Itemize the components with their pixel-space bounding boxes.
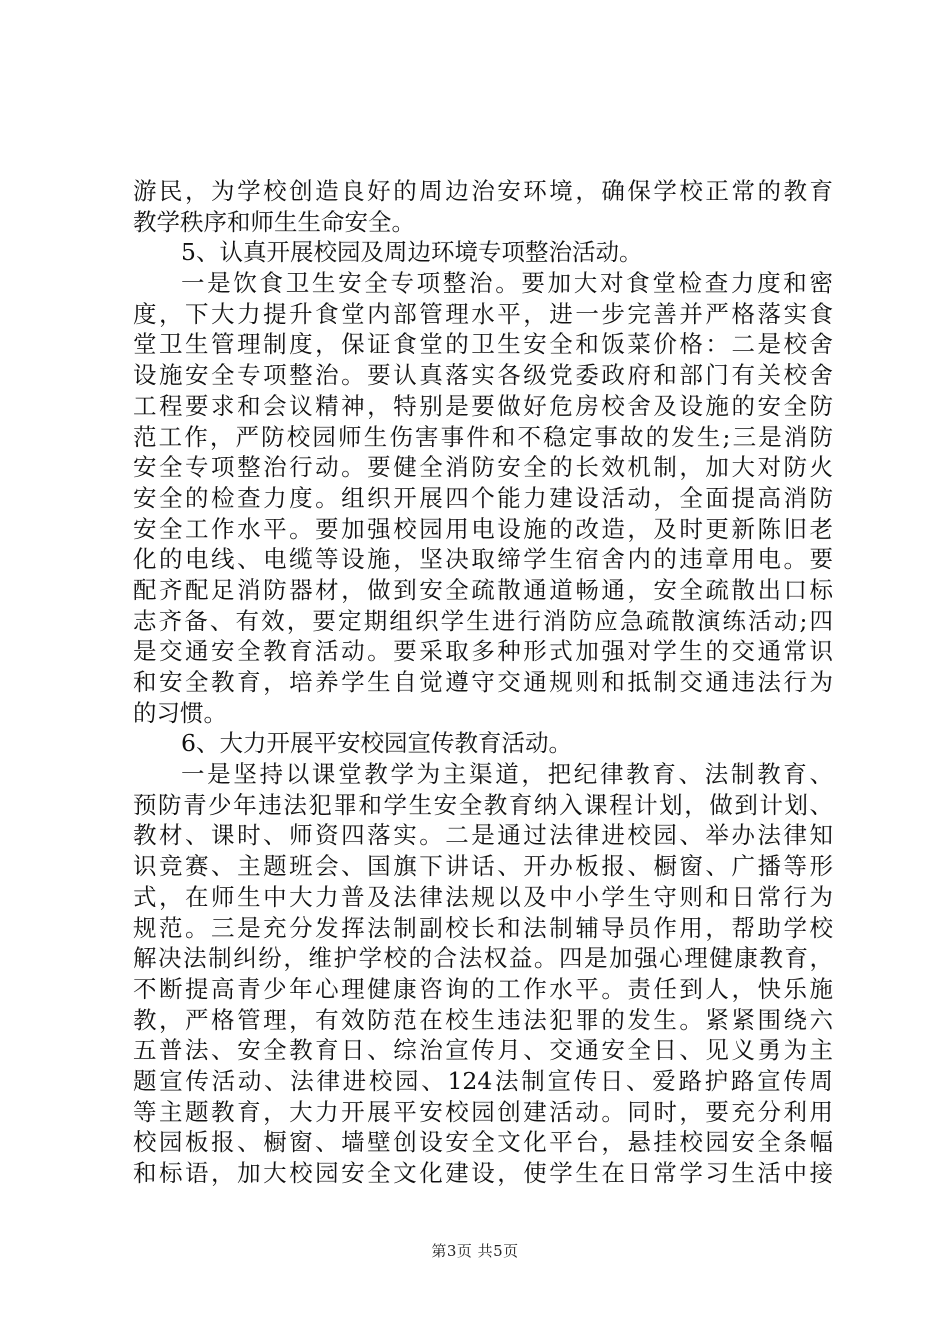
body-text-line: 安全专项整治行动。要健全消防安全的长效机制，加大对防火 [133,453,833,482]
body-text-line: 范工作，严防校园师生伤害事件和不稳定事故的发生;三是消防 [133,422,833,451]
body-text-line: 游民，为学校创造良好的周边治安环境，确保学校正常的教育 [133,177,833,205]
body-text-line: 是交通安全教育活动。要采取多种形式加强对学生的交通常识 [133,637,833,666]
body-text-line: 配齐配足消防器材，做到安全疏散通道畅通，安全疏散出口标 [133,575,833,604]
body-text-line: 一是坚持以课堂教学为主渠道，把纪律教育、法制教育、 [181,760,833,789]
body-text-line: 工程要求和会议精神，特别是要做好危房校舍及设施的安全防 [133,391,833,420]
body-text-line: 题宣传活动、法律进校园、124法制宣传日、爱路护路宣传周 [133,1066,833,1095]
body-text-line: 和标语，加大校园安全文化建设，使学生在日常学习生活中接 [133,1159,833,1187]
body-text-line: 五普法、安全教育日、综治宣传月、交通安全日、见义勇为主 [133,1036,833,1065]
body-text-line: 规范。三是充分发挥法制副校长和法制辅导员作用，帮助学校 [133,913,833,942]
body-text-line: 教学秩序和师生生命安全。 [133,207,415,236]
body-text-line: 等主题教育，大力开展平安校园创建活动。同时，要充分利用 [133,1097,833,1126]
body-text-line: 的习惯。 [133,698,227,727]
body-text-line: 不断提高青少年心理健康咨询的工作水平。责任到人，快乐施 [133,974,833,1003]
body-text-line: 安全工作水平。要加强校园用电设施的改造，及时更新陈旧老 [133,514,833,543]
body-text-line: 和安全教育，培养学生自觉遵守交通规则和抵制交通违法行为 [133,668,833,696]
page-number-footer: 第3页 共5页 [431,1242,519,1260]
body-text-line: 一是饮食卫生安全专项整治。要加大对食堂检查力度和密 [181,269,833,298]
body-text-line: 式，在师生中大力普及法律法规以及中小学生守则和日常行为 [133,882,833,911]
body-text-line: 设施安全专项整治。要认真落实各级党委政府和部门有关校舍 [133,361,833,390]
body-text-line: 教材、课时、师资四落实。二是通过法律进校园、举办法律知 [133,821,833,850]
body-text-line: 5、认真开展校园及周边环境专项整治活动。 [181,238,643,267]
body-text-line: 校园板报、橱窗、墙壁创设安全文化平台，悬挂校园安全条幅 [133,1128,833,1157]
body-text-line: 志齐备、有效，要定期组织学生进行消防应急疏散演练活动;四 [133,606,833,635]
body-text-line: 解决法制纠纷，维护学校的合法权益。四是加强心理健康教育， [133,944,833,973]
document-body [133,176,833,1189]
body-text-line: 度，下大力提升食堂内部管理水平，进一步完善并严格落实食 [133,299,833,328]
body-text-line: 堂卫生管理制度，保证食堂的卫生安全和饭菜价格：二是校舍 [133,330,833,359]
body-text-line: 化的电线、电缆等设施，坚决取缔学生宿舍内的违章用电。要 [133,545,833,574]
body-text-line: 6、大力开展平安校园宣传教育活动。 [181,729,572,758]
body-text-line: 预防青少年违法犯罪和学生安全教育纳入课程计划，做到计划、 [133,790,833,819]
body-text-line: 识竞赛、主题班会、国旗下讲话、开办板报、橱窗、广播等形 [133,852,833,881]
body-text-line: 教，严格管理，有效防范在校生违法犯罪的发生。紧紧围绕六 [133,1005,833,1034]
body-text-line: 安全的检查力度。组织开展四个能力建设活动，全面提高消防 [133,483,833,512]
